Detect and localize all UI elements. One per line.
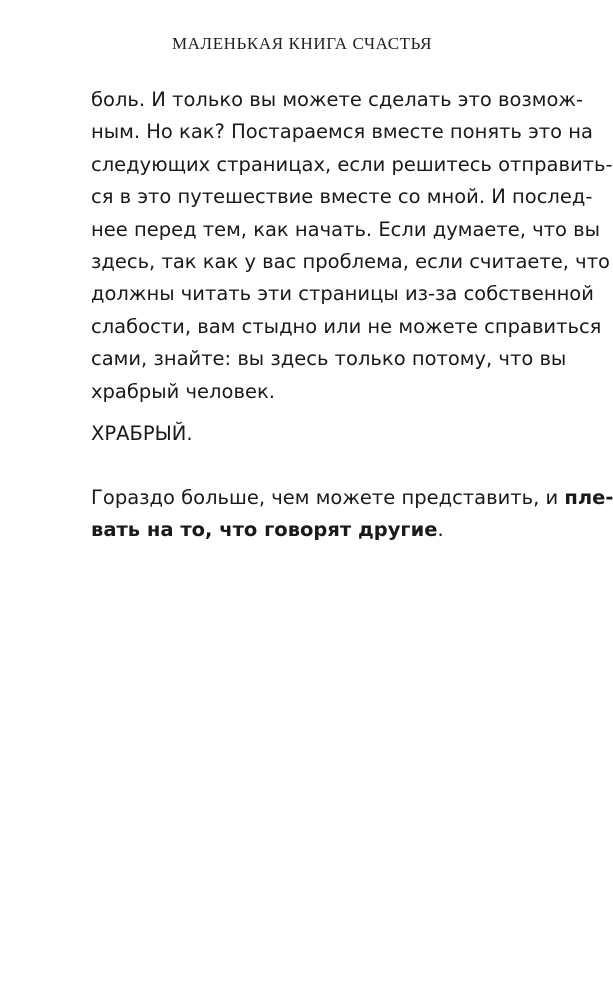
text-bold: вать на то, что говорят другие xyxy=(91,518,438,542)
text-regular: . xyxy=(437,518,444,542)
paragraph-2 xyxy=(91,418,533,450)
text-line-brave: ХРАБРЫЙ. xyxy=(91,422,193,445)
text-line: здесь, так как у вас проблема, если считаете, что xyxy=(91,249,610,273)
text-bold: пле- xyxy=(564,486,613,509)
text-line: следующих страницах, если решитесь отправить- xyxy=(91,152,613,176)
text-line: ся в это путешествие вместе со мной. И послед- xyxy=(91,185,593,209)
text-line: слабости, вам стыдно или не можете справиться xyxy=(91,314,602,338)
text-line: ным. Но как? Постараемся вместе понять это на xyxy=(91,120,593,144)
paragraph-1 xyxy=(91,84,613,408)
paragraph-3 xyxy=(91,482,613,547)
running-header: МАЛЕНЬКАЯ КНИГА СЧАСТЬЯ xyxy=(171,34,433,53)
text-line xyxy=(91,482,613,514)
text-regular: Гораздо больше, чем можете представить, и xyxy=(91,486,565,509)
text-line: нее перед тем, как начать. Если думаете, что вы xyxy=(91,217,601,241)
text-line: храбрый человек. xyxy=(91,379,275,403)
text-line: сами, знайте: вы здесь только потому, что вы xyxy=(91,347,567,371)
text-line xyxy=(91,514,533,546)
text-line: должны читать эти страницы из-за собственной xyxy=(91,282,594,306)
text-line: боль. И только вы можете сделать это возмож- xyxy=(91,88,583,111)
